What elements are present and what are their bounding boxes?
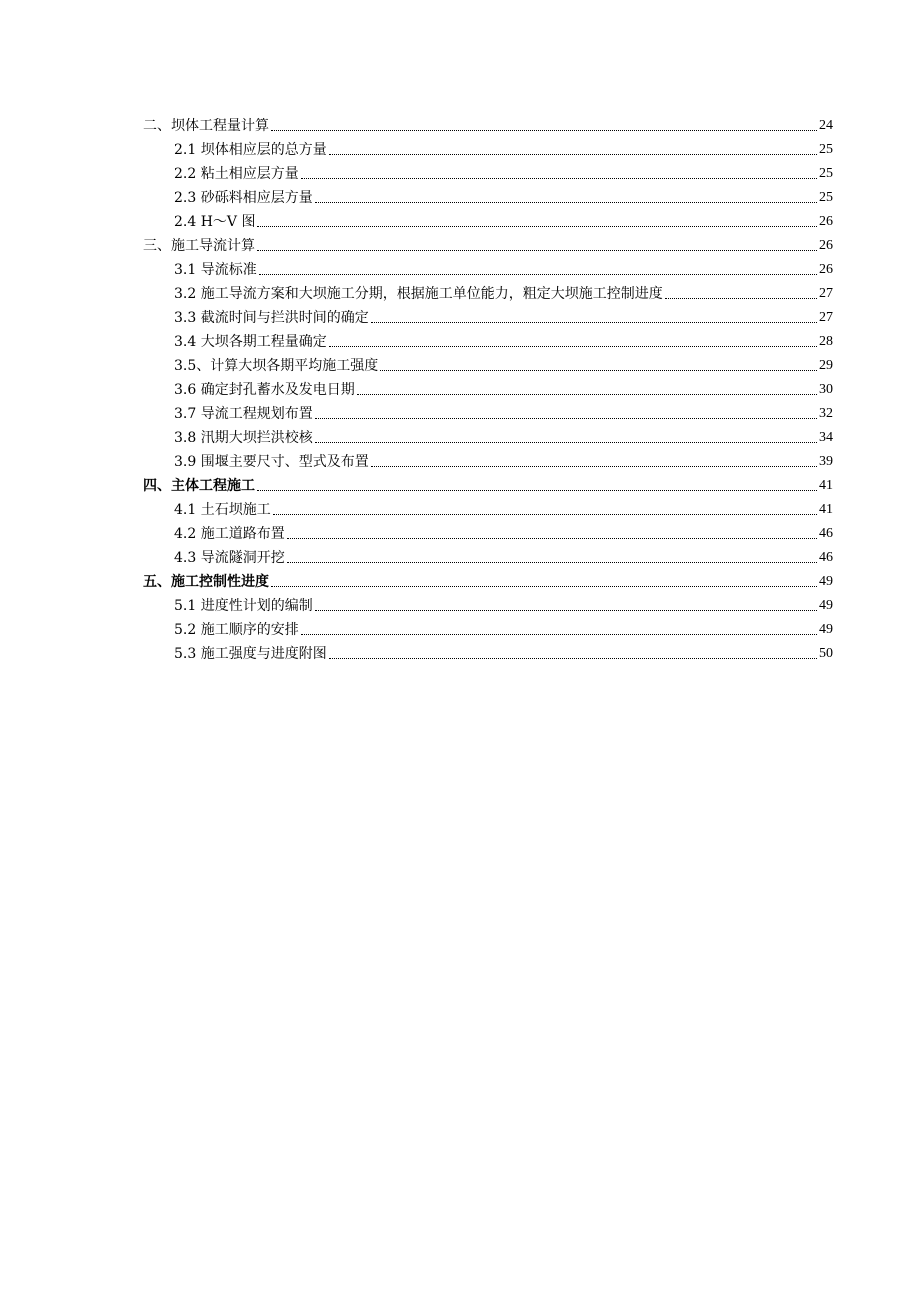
toc-entry-page-number: 28 [819,334,833,349]
toc-entry-title: 5.1 进度性计划的编制 [174,598,313,614]
toc-dot-leader [259,273,817,275]
toc-entry-title: 4.3 导流隧洞开挖 [174,550,285,566]
toc-entry[interactable] [143,616,833,640]
toc-entry-title: 3.1 导流标准 [174,262,257,278]
toc-dot-leader [380,369,817,371]
toc-entry-page-number: 27 [819,310,833,325]
toc-dot-leader [271,129,817,131]
toc-entry[interactable] [143,208,833,232]
toc-entry-title: 二、坝体工程量计算 [143,118,269,134]
toc-dot-leader [301,633,817,635]
toc-entry-title: 五、施工控制性进度 [143,574,269,590]
toc-entry-page-number: 26 [819,262,833,277]
toc-dot-leader [315,441,817,443]
toc-dot-leader [315,201,817,203]
toc-entry[interactable] [143,544,833,568]
toc-entry-title: 5.2 施工顺序的安排 [174,622,299,638]
toc-dot-leader [315,417,817,419]
toc-entry[interactable] [143,592,833,616]
toc-entry[interactable] [143,112,833,136]
table-of-contents [143,112,833,664]
toc-entry[interactable] [143,280,833,304]
toc-entry-page-number: 39 [819,454,833,469]
toc-entry-title: 3.8 汛期大坝拦洪校核 [174,430,313,446]
toc-entry[interactable] [143,352,833,376]
toc-entry-title: 3.4 大坝各期工程量确定 [174,334,327,350]
toc-entry-page-number: 50 [819,646,833,661]
toc-entry-title: 2.1 坝体相应层的总方量 [174,142,327,158]
toc-dot-leader [371,465,817,467]
toc-entry-page-number: 27 [819,286,833,301]
toc-dot-leader [301,177,817,179]
toc-dot-leader [273,513,817,515]
toc-entry[interactable] [143,424,833,448]
toc-dot-leader [271,585,817,587]
toc-entry[interactable] [143,472,833,496]
toc-entry-page-number: 49 [819,574,833,589]
toc-entry[interactable] [143,304,833,328]
toc-entry[interactable] [143,520,833,544]
toc-entry-title: 2.2 粘土相应层方量 [174,166,299,182]
toc-entry-page-number: 26 [819,238,833,253]
toc-entry-title: 2.4 H～V 图 [174,214,256,230]
toc-entry[interactable] [143,136,833,160]
toc-entry[interactable] [143,400,833,424]
toc-entry[interactable] [143,256,833,280]
toc-dot-leader [371,321,817,323]
toc-entry-title: 3.9 围堰主要尺寸、型式及布置 [174,454,369,470]
toc-dot-leader [665,297,817,299]
toc-entry-page-number: 41 [819,478,833,493]
toc-dot-leader [329,345,817,347]
toc-entry-page-number: 32 [819,406,833,421]
toc-entry-page-number: 25 [819,190,833,205]
toc-entry-page-number: 24 [819,118,833,133]
toc-entry-page-number: 46 [819,550,833,565]
toc-dot-leader [257,489,817,491]
toc-dot-leader [257,225,817,227]
toc-entry-title: 三、施工导流计算 [143,238,255,254]
toc-dot-leader [257,249,817,251]
toc-entry-page-number: 49 [819,622,833,637]
toc-entry-page-number: 29 [819,358,833,373]
toc-entry-title: 4.1 土石坝施工 [174,502,271,518]
toc-entry-title: 4.2 施工道路布置 [174,526,285,542]
toc-entry-title: 3.7 导流工程规划布置 [174,406,313,422]
toc-entry[interactable] [143,232,833,256]
toc-entry-title: 3.6 确定封孔蓄水及发电日期 [174,382,355,398]
toc-entry-page-number: 34 [819,430,833,445]
toc-entry[interactable] [143,448,833,472]
toc-entry[interactable] [143,160,833,184]
toc-dot-leader [287,561,817,563]
toc-dot-leader [357,393,817,395]
toc-entry-title: 2.3 砂砾料相应层方量 [174,190,313,206]
toc-entry-title: 3.3 截流时间与拦洪时间的确定 [174,310,369,326]
toc-entry[interactable] [143,184,833,208]
toc-entry-page-number: 46 [819,526,833,541]
toc-entry[interactable] [143,568,833,592]
toc-entry[interactable] [143,328,833,352]
toc-entry-page-number: 30 [819,382,833,397]
toc-entry-title: 3.5、计算大坝各期平均施工强度 [174,358,379,374]
toc-dot-leader [287,537,817,539]
toc-entry-title: 3.2 施工导流方案和大坝施工分期，根据施工单位能力，粗定大坝施工控制进度 [174,286,663,302]
toc-entry-page-number: 49 [819,598,833,613]
toc-entry-page-number: 41 [819,502,833,517]
toc-entry-page-number: 26 [819,214,833,229]
toc-entry[interactable] [143,640,833,664]
toc-dot-leader [329,153,817,155]
toc-entry-title: 四、主体工程施工 [143,478,255,494]
toc-dot-leader [315,609,817,611]
toc-entry-page-number: 25 [819,142,833,157]
toc-entry-title: 5.3 施工强度与进度附图 [174,646,327,662]
toc-entry-page-number: 25 [819,166,833,181]
toc-entry[interactable] [143,376,833,400]
toc-dot-leader [329,657,817,659]
toc-entry[interactable] [143,496,833,520]
